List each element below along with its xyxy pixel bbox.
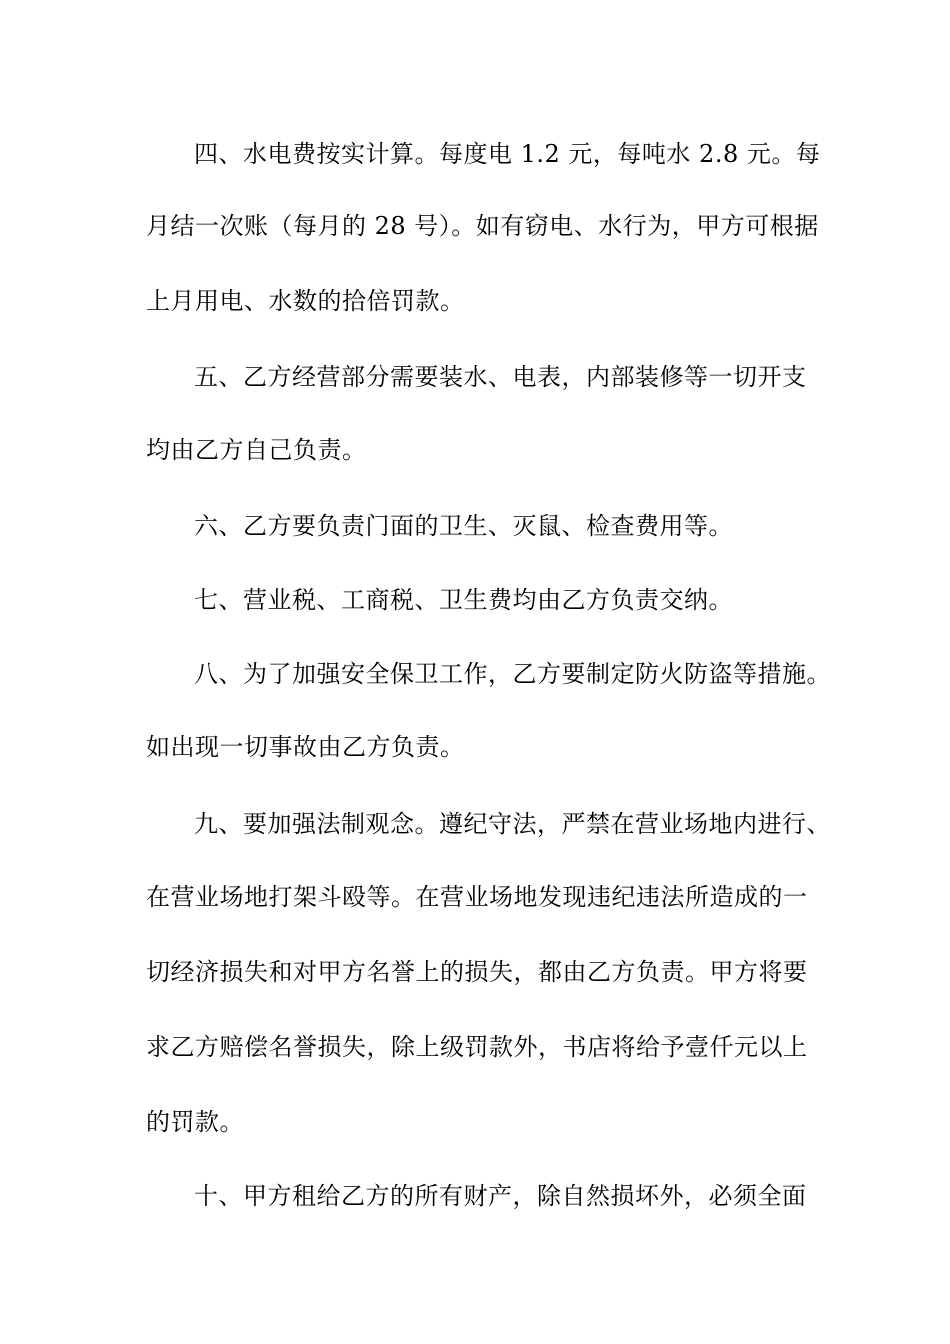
clause-4-line-2: 月结一次账（每月的 28 号）。如有窃电、水行为，甲方可根据 <box>146 212 819 240</box>
clause-4-line-1: 四、水电费按实计算。每度电 1.2 元，每吨水 2.8 元。每 <box>194 140 821 168</box>
clause-9-line-5: 的罚款。 <box>146 1108 244 1136</box>
clause-7-line-1: 七、营业税、工商税、卫生费均由乙方负责交纳。 <box>194 586 733 614</box>
clause-8-line-1: 八、为了加强安全保卫工作，乙方要制定防火防盗等措施。 <box>194 660 831 688</box>
clause-9-line-3: 切经济损失和对甲方名誉上的损失，都由乙方负责。甲方将要 <box>146 958 808 986</box>
clause-9-line-1: 九、要加强法制观念。遵纪守法，严禁在营业场地内进行、 <box>194 810 831 838</box>
clause-5-line-1: 五、乙方经营部分需要装水、电表，内部装修等一切开支 <box>194 363 807 391</box>
clause-9-line-2: 在营业场地打架斗殴等。在营业场地发现违纪违法所造成的一 <box>146 883 808 911</box>
clause-9-line-4: 求乙方赔偿名誉损失，除上级罚款外，书店将给予壹仟元以上 <box>146 1033 808 1061</box>
clause-4-line-3: 上月用电、水数的拾倍罚款。 <box>146 287 465 315</box>
clause-8-line-2: 如出现一切事故由乙方负责。 <box>146 733 465 761</box>
clause-10-line-1: 十、甲方租给乙方的所有财产，除自然损坏外，必须全面 <box>194 1182 807 1210</box>
clause-5-line-2: 均由乙方自己负责。 <box>146 436 367 464</box>
clause-6-line-1: 六、乙方要负责门面的卫生、灭鼠、检查费用等。 <box>194 512 733 540</box>
